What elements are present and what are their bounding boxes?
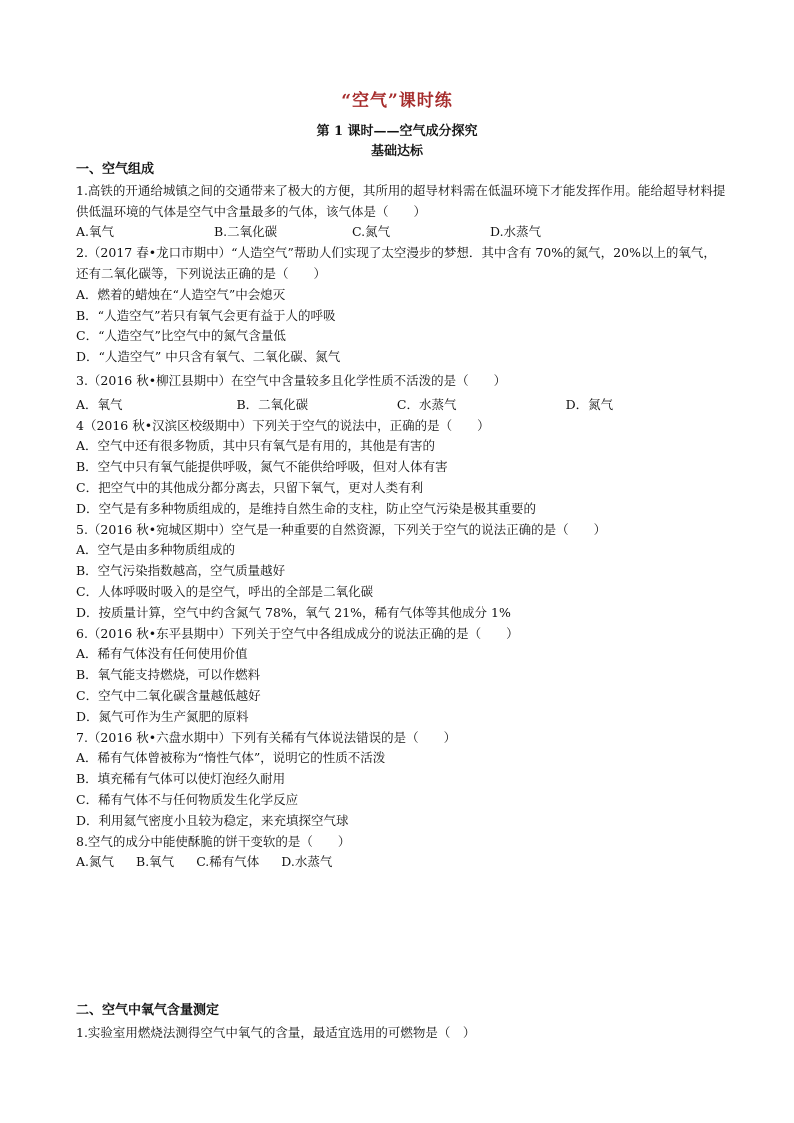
option: A．稀有气体曾被称为“惰性气体”，说明它的性质不活泼 (76, 750, 386, 766)
question-8-stem: 8.空气的成分中能使酥脆的饼干变软的是（ ） (76, 833, 351, 849)
option: A．空气是由多种物质组成的 (76, 542, 236, 558)
question-3-stem: 3.（2016 秋•柳江县期中）在空气中含量较多且化学性质不活泼的是（ ） (76, 372, 507, 388)
option: B．“人造空气”若只有氧气会更有益于人的呼吸 (76, 307, 336, 323)
option: C.稀有气体 (196, 854, 260, 870)
option: A.氮气 (76, 854, 115, 870)
question-1-options (76, 222, 726, 243)
option: C．稀有气体不与任何物质发生化学反应 (76, 791, 299, 807)
question-3-options (76, 395, 726, 416)
option: D.水蒸气 (490, 224, 542, 240)
question-6-stem: 6.（2016 秋•东平县期中）下列关于空气中各组成成分的说法正确的是（ ） (76, 625, 519, 641)
option: B.二氧化碳 (214, 224, 278, 240)
section-heading: 一、空气组成 (76, 162, 155, 177)
option: D．按质量计算，空气中约含氮气 78%，氧气 21%，稀有气体等其他成分 1% (76, 604, 511, 620)
option: B.氧气 (136, 854, 175, 870)
option: A.氧气 (76, 224, 115, 240)
option: C.氮气 (352, 224, 391, 240)
option: A．燃着的蜡烛在“人造空气”中会熄灭 (76, 286, 286, 302)
question-7-stem: 7.（2016 秋•六盘水期中）下列有关稀有气体说法错误的是（ ） (76, 729, 457, 745)
option: C．把空气中的其他成分都分离去，只留下氧气，更对人类有利 (76, 479, 424, 495)
section-oxygen-measurement (76, 1000, 726, 1044)
question-2-stem: 2.（2017 春•龙口市期中）“人造空气”帮助人们实现了太空漫步的梦想．其中含有 70%的氮气，20%以上的氧气，还有二氧化碳等，下列说法正确的是（ ） (76, 245, 716, 281)
page-title: “空气”课时练 (341, 91, 453, 111)
option: A．空气中还有很多物质，其中只有氧气是有用的，其他是有害的 (76, 438, 436, 454)
question-stem: 1.实验室用燃烧法测得空气中氧气的含量，最适宜选用的可燃物是（ ） (76, 1025, 476, 1040)
option: B．氧气能支持燃烧，可以作燃料 (76, 667, 261, 683)
option: C．水蒸气 (396, 396, 457, 412)
question-5-stem: 5.（2016 秋•宛城区期中）空气是一种重要的自然资源，下列关于空气的说法正确的是（ ） (76, 521, 607, 537)
option: A．氧气 (76, 396, 123, 412)
section-air-composition (76, 160, 726, 873)
option: D．“人造空气” 中只含有氧气、二氧化碳、氮气 (76, 349, 341, 365)
option: C．“人造空气”比空气中的氮气含量低 (76, 328, 286, 344)
lesson-title: 第 1 课时——空气成分探究 (316, 124, 478, 139)
option: B．填充稀有气体可以使灯泡经久耐用 (76, 771, 286, 787)
option: D．氮气可作为生产氮肥的原料 (76, 708, 249, 724)
option: B．空气中只有氧气能提供呼吸，氮气不能供给呼吸，但对人体有害 (76, 459, 448, 475)
option: A．稀有气体没有任何使用价值 (76, 646, 248, 662)
question-1-stem: 1.高铁的开通给城镇之间的交通带来了极大的方便，其所用的超导材料需在低温环境下才能发挥作用。能给超导材料提供低温环境的气体是空气中含量最多的气体，该气体是（ ） (76, 182, 726, 219)
option: C．人体呼吸时吸入的是空气，呼出的全部是二氧化碳 (76, 583, 374, 599)
option: B．二氧化碳 (236, 396, 309, 412)
option: D．空气是有多种物质组成的，是维持自然生命的支柱，防止空气污染是极其重要的 (76, 500, 537, 516)
question-4-stem: 4（2016 秋•汉滨区校级期中）下列关于空气的说法中，正确的是（ ） (76, 417, 490, 433)
option: B．空气污染指数越高，空气质量越好 (76, 563, 286, 579)
question-8-options (76, 852, 726, 873)
option: D．氮气 (565, 396, 614, 412)
option: D.水蒸气 (281, 854, 333, 870)
option: C．空气中二氧化碳含量越低越好 (76, 687, 261, 703)
level-title: 基础达标 (370, 144, 423, 159)
option: D．利用氦气密度小且较为稳定，来充填探空气球 (76, 812, 349, 828)
section-heading: 二、空气中氧气含量测定 (76, 1003, 220, 1018)
